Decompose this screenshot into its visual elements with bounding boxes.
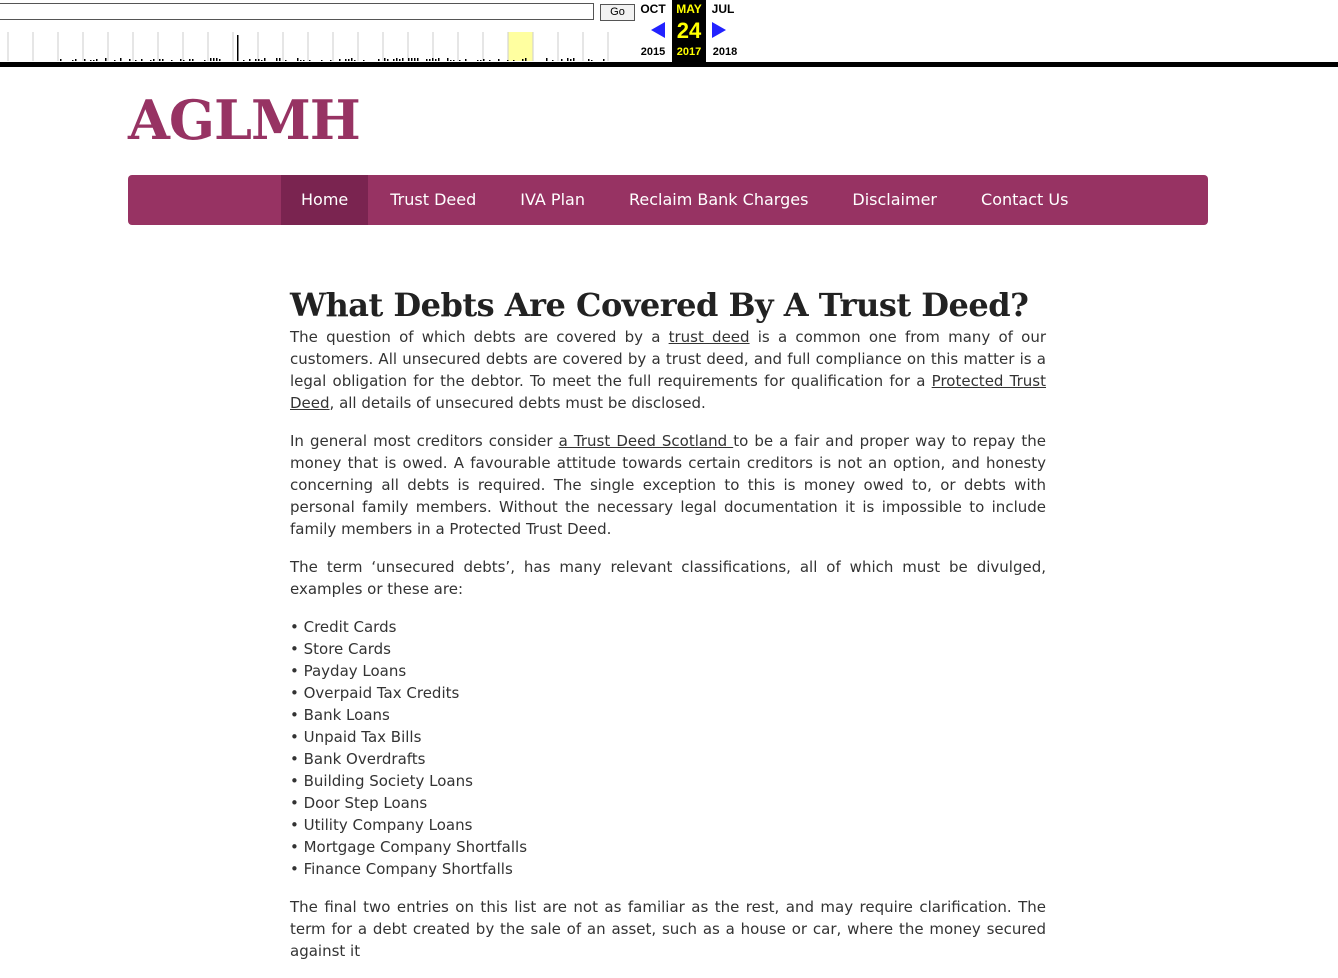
list-item: • Mortgage Company Shortfalls <box>290 838 528 856</box>
wayback-capture-tick <box>483 59 485 61</box>
wayback-capture-tick <box>303 60 305 61</box>
wayback-capture-tick <box>120 58 122 61</box>
wayback-prev-month[interactable]: OCT <box>640 2 666 16</box>
wayback-capture-tick <box>276 58 278 61</box>
wayback-prev-arrow-icon[interactable] <box>651 22 665 38</box>
wayback-capture-tick <box>171 60 173 61</box>
nav-item-contact-us[interactable]: Contact Us <box>981 190 1069 209</box>
wayback-capture-tick <box>465 59 467 61</box>
wayback-capture-tick <box>573 58 575 61</box>
wayback-go-button[interactable]: Go <box>600 4 635 21</box>
wayback-capture-tick <box>399 59 401 61</box>
wayback-capture-tick <box>354 60 356 61</box>
wayback-capture-tick <box>525 58 527 61</box>
wayback-prev-year[interactable]: 2015 <box>640 46 666 58</box>
wayback-capture-tick <box>546 58 548 61</box>
wayback-capture-tick <box>189 59 191 61</box>
text: , all details of unsecured debts must be disclosed. <box>329 394 706 412</box>
wayback-capture-tick <box>459 60 461 61</box>
wayback-capture-tick <box>603 59 605 61</box>
list-item: • Payday Loans <box>290 662 407 680</box>
wayback-capture-tick <box>591 60 593 61</box>
wayback-capture-tick <box>363 60 365 61</box>
wayback-capture-tick <box>84 59 86 61</box>
paragraph-final: The final two entries on this list are not as familiar as the rest, and may require clarification. The term for a debt created by the sale of an asset, such as a house or car, where the money secured against it <box>290 898 1046 960</box>
wayback-capture-tick <box>213 58 215 61</box>
wayback-capture-tick <box>570 59 572 61</box>
wayback-capture-tick <box>135 60 137 61</box>
wayback-toolbar <box>0 0 1338 62</box>
text: In general most creditors consider <box>290 432 559 450</box>
wayback-capture-tick <box>285 60 287 61</box>
wayback-capture-tick <box>75 59 77 61</box>
wayback-capture-tick <box>114 60 116 61</box>
wayback-capture-tick <box>522 59 524 61</box>
list-item: • Unpaid Tax Bills <box>290 728 422 746</box>
wayback-capture-tick <box>489 60 491 61</box>
wayback-capture-tick <box>249 59 251 61</box>
wayback-capture-tick <box>561 59 563 61</box>
wayback-current-day: 24 <box>676 18 702 43</box>
article <box>290 284 1046 978</box>
wayback-year-highlight <box>508 32 533 61</box>
wayback-capture-tick <box>216 58 218 61</box>
wayback-capture-tick <box>60 59 62 61</box>
wayback-capture-tick <box>432 58 434 61</box>
wayback-current-year: 2017 <box>676 46 702 58</box>
wayback-capture-tick <box>339 59 341 61</box>
list-item: • Bank Loans <box>290 706 390 724</box>
paragraph-intro <box>290 326 1046 414</box>
wayback-capture-tick <box>219 59 221 61</box>
list-item: • Building Society Loans <box>290 772 473 790</box>
nav-item-home[interactable]: Home <box>281 175 368 225</box>
wayback-capture-tick <box>435 59 437 61</box>
wayback-capture-tick <box>402 58 404 61</box>
wayback-capture-tick <box>588 59 590 61</box>
list-item: • Finance Company Shortfalls <box>290 860 513 878</box>
wayback-capture-tick <box>93 60 95 61</box>
wayback-capture-tick <box>192 59 194 61</box>
wayback-capture-tick <box>345 59 347 61</box>
wayback-capture-tick <box>153 59 155 61</box>
wayback-capture-tick <box>255 59 257 61</box>
wayback-capture-tick <box>264 58 266 61</box>
wayback-capture-tick <box>162 59 164 61</box>
wayback-capture-tick <box>90 60 92 61</box>
wayback-capture-tick <box>393 59 395 61</box>
site-logo[interactable]: AGLMH <box>128 88 360 152</box>
wayback-capture-tick <box>396 58 398 61</box>
wayback-capture-tick <box>141 59 143 61</box>
nav-item-trust-deed[interactable]: Trust Deed <box>390 190 477 209</box>
trust-deed-link[interactable]: trust deed <box>668 328 750 346</box>
wayback-current-month: MAY <box>676 2 702 16</box>
wayback-capture-tick <box>477 60 479 61</box>
protected-trust-deed-link[interactable]: Protected Trust Deed <box>290 372 1047 412</box>
wayback-capture-tick <box>387 59 389 61</box>
wayback-next-month[interactable]: JUL <box>711 2 735 16</box>
wayback-capture-tick <box>129 59 131 61</box>
wayback-capture-tick <box>258 59 260 61</box>
wayback-capture-tick <box>384 58 386 61</box>
wayback-capture-tick <box>321 60 323 61</box>
text: is a common one from many of our customers. All unsecured debts are covered by a trust deed, and full compliance on this matter is a legal obligation for the debtor. To meet the full requirements for qualification for a <box>290 328 1046 390</box>
page-title: What Debts Are Covered By A Trust Deed? <box>290 286 1029 324</box>
wayback-capture-tick <box>414 58 416 61</box>
wayback-capture-tick <box>507 60 509 61</box>
wayback-capture-tick <box>210 58 212 61</box>
wayback-capture-tick <box>447 58 449 61</box>
trust-deed-scotland-link[interactable]: a Trust Deed Scotland <box>558 432 734 450</box>
wayback-capture-tick <box>243 60 245 61</box>
wayback-capture-tick <box>261 60 263 61</box>
wayback-capture-tick <box>453 60 455 61</box>
wayback-capture-tick <box>309 60 311 61</box>
wayback-capture-tick <box>348 59 350 61</box>
wayback-capture-tick <box>513 60 515 61</box>
nav-item-disclaimer[interactable]: Disclaimer <box>852 190 938 209</box>
wayback-next-year[interactable]: 2018 <box>712 46 738 58</box>
wayback-capture-tick <box>237 35 239 61</box>
list-item: • Credit Cards <box>290 618 397 636</box>
wayback-capture-tick <box>72 60 74 61</box>
nav-item-reclaim-bank-charges[interactable]: Reclaim Bank Charges <box>628 190 809 209</box>
wayback-capture-tick <box>480 60 482 61</box>
text: to be a fair and proper way to repay the money that is owed. A favourable attitude towards certain creditors is not an option, and honesty concerning all debts is required. The single exception to this is money owed to, or debts with personal family members. Without the necessary legal documentation it is impossible to include family members in a Protected Trust Deed. <box>290 432 1046 538</box>
wayback-capture-tick <box>96 59 98 61</box>
wayback-capture-tick <box>297 58 299 61</box>
paragraph-creditors <box>290 430 1046 540</box>
wayback-capture-tick <box>279 58 281 61</box>
wayback-capture-tick <box>351 58 353 61</box>
wayback-capture-tick <box>411 58 413 61</box>
list-item: • Door Step Loans <box>290 794 428 812</box>
wayback-next-arrow-icon[interactable] <box>712 22 726 38</box>
wayback-capture-tick <box>150 60 152 61</box>
list-item: • Store Cards <box>290 640 391 658</box>
wayback-capture-tick <box>552 60 554 61</box>
text: The question of which debts are covered by a <box>290 328 669 346</box>
wayback-capture-tick <box>183 60 185 61</box>
list-item: • Overpaid Tax Credits <box>290 684 460 702</box>
wayback-capture-tick <box>300 60 302 61</box>
wayback-capture-tick <box>417 58 419 61</box>
wayback-capture-tick <box>450 60 452 61</box>
paragraph-unsecured: The term ‘unsecured debts’, has many relevant classifications, all of which must be divulged, examples or these are: <box>290 558 1046 598</box>
wayback-capture-tick <box>159 59 161 61</box>
wayback-capture-tick <box>438 58 440 61</box>
main-nav <box>128 175 1208 225</box>
wayback-divider <box>0 62 1338 67</box>
wayback-capture-tick <box>426 59 428 61</box>
wayback-capture-tick <box>378 59 380 61</box>
wayback-capture-tick <box>105 58 107 61</box>
wayback-capture-tick <box>498 59 500 61</box>
wayback-capture-tick <box>204 60 206 61</box>
debt-list <box>290 616 1046 880</box>
wayback-capture-tick <box>180 59 182 61</box>
wayback-capture-tick <box>330 60 332 61</box>
wayback-capture-sparkline[interactable] <box>0 30 612 61</box>
wayback-capture-tick <box>429 59 431 61</box>
list-item: • Bank Overdrafts <box>290 750 426 768</box>
nav-item-iva-plan[interactable]: IVA Plan <box>520 190 585 209</box>
list-item: • Utility Company Loans <box>290 816 473 834</box>
wayback-url-input[interactable] <box>0 3 594 20</box>
wayback-capture-tick <box>567 58 569 61</box>
wayback-capture-tick <box>408 58 410 61</box>
